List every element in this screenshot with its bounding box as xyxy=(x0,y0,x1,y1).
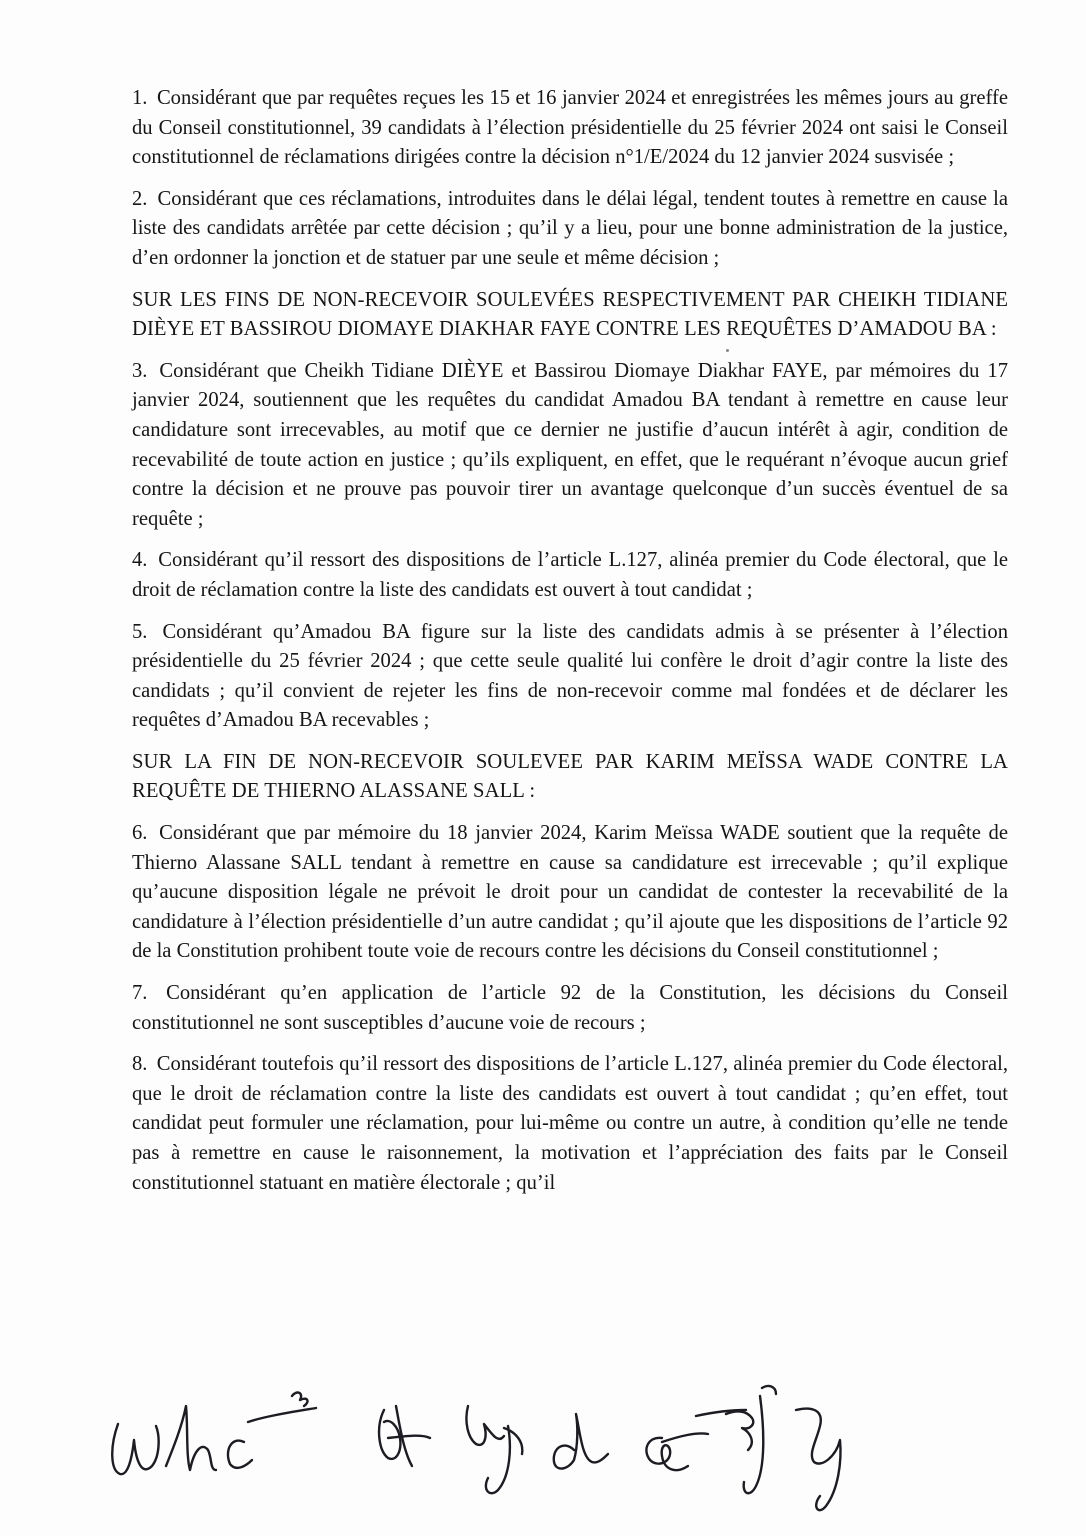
paragraph-5 xyxy=(132,618,1008,736)
paragraph-number: 4. xyxy=(132,549,148,572)
paragraph-3 xyxy=(132,357,1008,535)
paragraph-6 xyxy=(132,819,1008,967)
paragraph-text: Considérant que par requêtes reçues les 15 et 16 janvier 2024 et enregistrées les mêmes jours au greffe du Conseil constitutionnel, 39 candidats à l’élection présidentielle du 25 février 2024 ont saisi le Conseil constitutionnel de réclamations dirigées contre la décision n°1/E/2024 du 12 janvier 2024 susvisée ; xyxy=(132,87,1008,169)
signature-7 xyxy=(796,1409,840,1511)
paragraph-8 xyxy=(132,1050,1008,1198)
paragraph-7 xyxy=(132,979,1008,1038)
paragraph-4 xyxy=(132,546,1008,605)
paragraph-number: 7. xyxy=(132,982,148,1005)
section-heading-1: SUR LES FINS DE NON-RECEVOIR SOULEVÉES RESPECTIVEMENT PAR CHEIKH TIDIANE DIÈYE ET BASSIROU DIOMAYE DIAKHAR FAYE CONTRE LES REQUÊTES D’AMADOU BA : xyxy=(132,288,1008,341)
paragraph-text: Considérant qu’en application de l’article 92 de la Constitution, les décisions du Conseil constitutionnel ne sont susceptibles d’aucune voie de recours ; xyxy=(132,982,1008,1034)
signature-4 xyxy=(554,1414,608,1469)
section-heading-2: SUR LA FIN DE NON-RECEVOIR SOULEVEE PAR KARIM MEÏSSA WADE CONTRE LA REQUÊTE DE THIERNO ALASSANE SALL : xyxy=(132,750,1008,803)
paragraph-text: Considérant que ces réclamations, introduites dans le délai légal, tendent toutes à remettre en cause la liste des candidats arrêtée par cette décision ; qu’il y a lieu, pour une bonne administration de la justice, d’en ordonner la jonction et de statuer par une seule et même décision ; xyxy=(132,187,1008,269)
document-body xyxy=(132,84,1008,1210)
paragraph-text: Considérant que Cheikh Tidiane DIÈYE et Bassirou Diomaye Diakhar FAYE, par mémoires du 17 janvier 2024, soutiennent que les requêtes du candidat Amadou BA tendant à remettre en cause leur candidature sont irrecevables, au motif que ce dernier ne justifie d’aucun intérêt à agir, condition de recevabilité de toute action en justice ; qu’ils expliquent, en effet, que le requérant n’évoque aucun grief contre la décision et ne prouve pas pouvoir tirer un avantage quelconque d’un succès éventuel de sa requête ; xyxy=(132,359,1008,530)
signature-6 xyxy=(696,1386,776,1493)
paragraph-number: 6. xyxy=(132,822,148,845)
paragraph-number: 3. xyxy=(132,359,148,382)
paragraph-2 xyxy=(132,185,1008,274)
signature-5 xyxy=(646,1433,708,1470)
signature-1 xyxy=(112,1393,316,1475)
paragraph-1 xyxy=(132,84,1008,173)
paragraph-text: Considérant qu’Amadou BA figure sur la liste des candidats admis à se présenter à l’élection présidentielle du 25 février 2024 ; que cette seule qualité lui confère le droit d’agir contre la liste des candidats ; qu’il convient de rejeter les fins de non-recevoir comme mal fondées et de déclarer les requêtes d’Amadou BA recevables ; xyxy=(132,620,1008,732)
paragraph-text: Considérant qu’il ressort des dispositions de l’article L.127, alinéa premier du Code électoral, que le droit de réclamation contre la liste des candidats est ouvert à tout candidat ; xyxy=(132,549,1009,601)
scan-speck xyxy=(726,349,729,352)
signature-2 xyxy=(379,1406,430,1466)
paragraph-text: Considérant toutefois qu’il ressort des dispositions de l’article L.127, alinéa premier du Code électoral, que le droit de réclamation contre la liste des candidats est ouvert à tout candidat ; qu’en effet, tout candidat peut formuler une réclamation, pour lui-même ou contre un autre, à condition qu’elle ne tende pas à remettre en cause le raisonnement, la motivation et l’appréciation des faits par le Conseil constitutionnel statuant en matière électorale ; qu’il xyxy=(132,1053,1008,1194)
paragraph-number: 5. xyxy=(132,620,148,643)
signature-3 xyxy=(466,1406,522,1493)
paragraph-number: 2. xyxy=(132,187,148,210)
paragraph-number: 1. xyxy=(132,87,148,109)
paragraph-text: Considérant que par mémoire du 18 janvier 2024, Karim Meïssa WADE soutient que la requête de Thierno Alassane SALL tendant à remettre en cause sa candidature est irrecevable ; qu’il explique qu’aucune disposition légale ne prévoit le droit pour un candidat de contester la recevabilité de la candidature à l’élection présidentielle d’un autre candidat ; qu’il ajoute que les dispositions de l’article 92 de la Constitution prohibent toute voie de recours contre les décisions du Conseil constitutionnel ; xyxy=(132,822,1008,963)
paragraph-number: 8. xyxy=(132,1053,148,1076)
signature-row xyxy=(96,1366,866,1526)
